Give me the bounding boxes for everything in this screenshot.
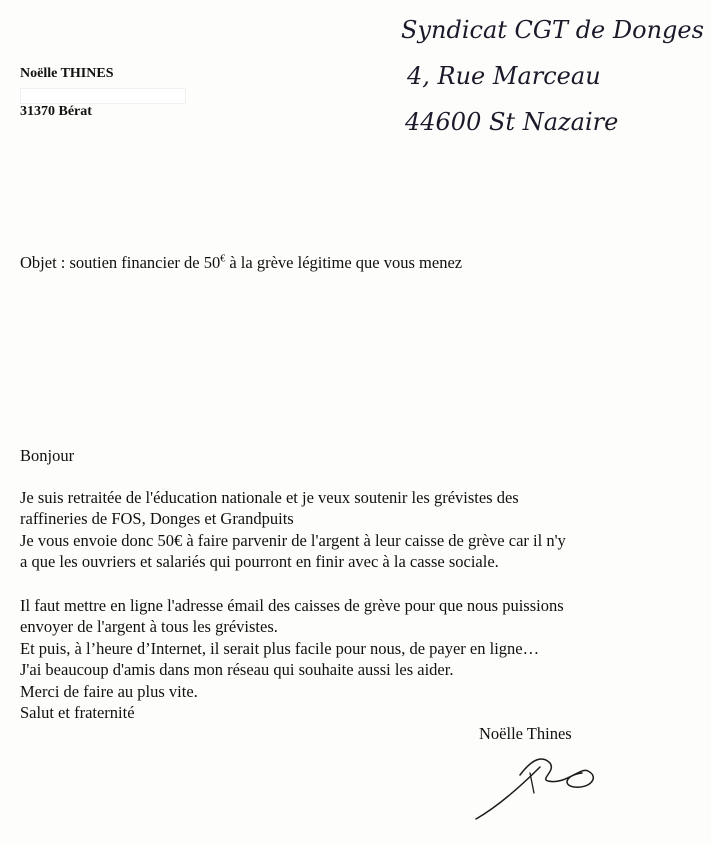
sender-name: Noëlle THINES xyxy=(20,66,114,81)
greeting: Bonjour xyxy=(20,446,75,465)
recipient-line2: 4, Rue Marceau xyxy=(407,62,601,90)
body-paragraph-2: Il faut mettre en ligne l'adresse émail des caisses de grève pour que nous puissions envoyer de l'argent à tous les grévistes. Et puis, à l’heure d’Internet, il serait plus facile pour nous, de payer en ligne… J'ai beaucoup d'amis dans mon réseau qui souhaite aussi les aider. Merci de faire au plus vite. Salut et fraternité xyxy=(20,596,564,723)
subject-suffix: à la grève légitime que vous menez xyxy=(225,253,463,272)
recipient-line1: Syndicat CGT de Donges xyxy=(401,16,704,44)
redacted-address xyxy=(20,88,186,104)
signature-scribble xyxy=(470,745,620,825)
handwritten-address-image xyxy=(395,6,711,136)
handwritten-signature xyxy=(470,745,620,825)
letter-subject xyxy=(20,253,462,273)
subject-currency: € xyxy=(220,253,226,265)
subject-prefix: Objet : soutien financier de 50 xyxy=(20,253,221,272)
recipient-line3: 44600 St Nazaire xyxy=(405,108,619,136)
handwritten-recipient-address xyxy=(395,6,711,136)
sender-city: 31370 Bérat xyxy=(20,104,92,119)
signoff-name: Noëlle Thines xyxy=(479,724,572,743)
body-paragraph-1: Je suis retraitée de l'éducation nationale et je veux soutenir les grévistes des raffineries de FOS, Donges et Grandpuits Je vous envoie donc 50€ à faire parvenir de l'argent à leur caisse de grève car il n'y a que les ouvriers et salariés qui pourront en finir avec à la casse sociale. xyxy=(20,488,566,572)
